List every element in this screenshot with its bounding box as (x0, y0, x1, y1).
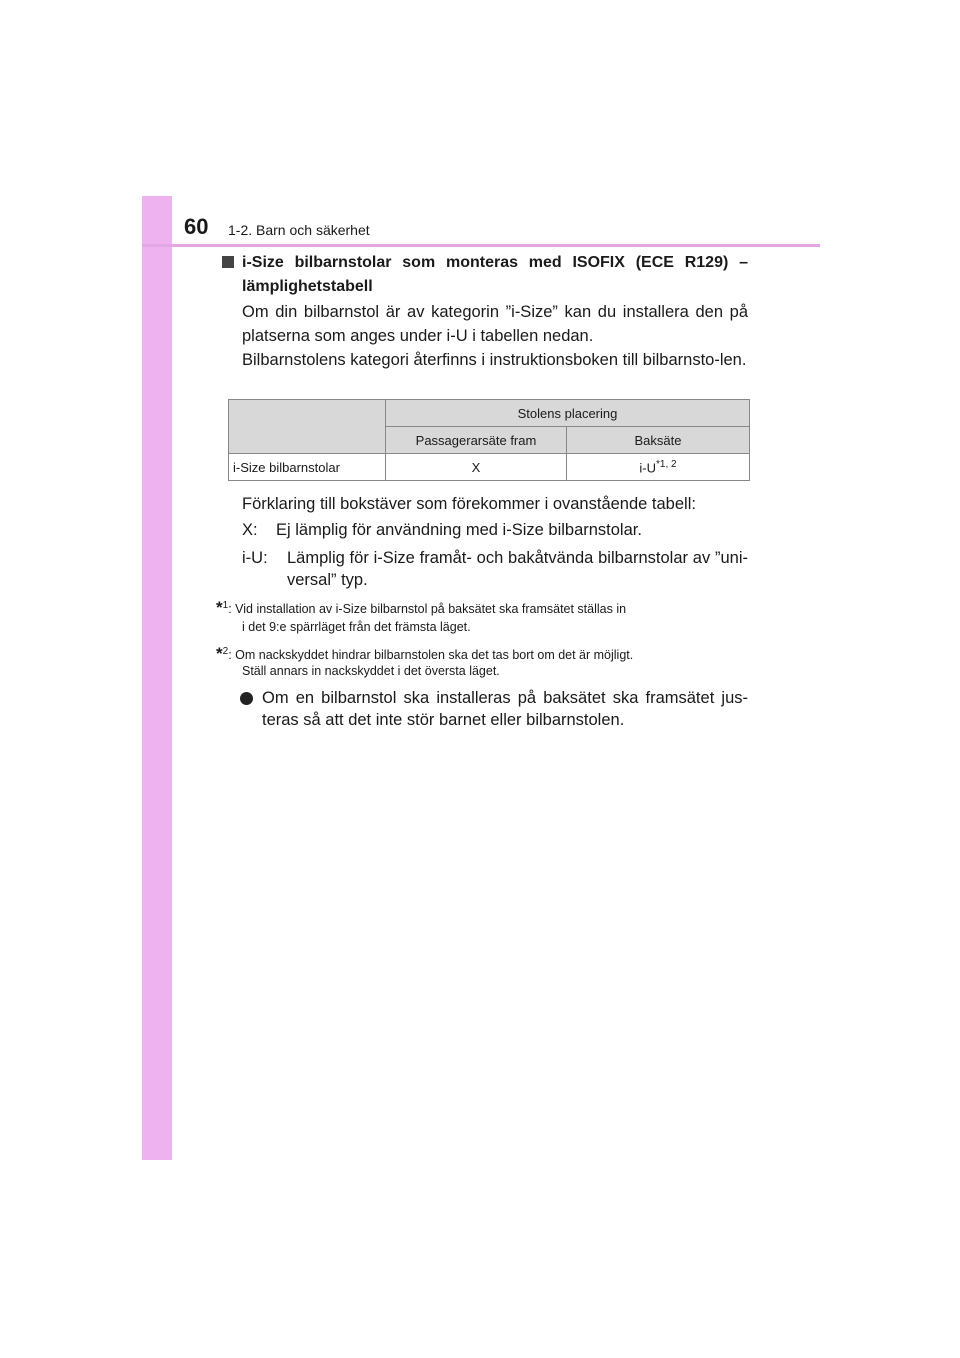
page-number: 60 (184, 214, 209, 239)
legend-key-iu: i-U: (242, 549, 268, 567)
section-heading: i-Size bilbarnstolar som monteras med ISOFIX (ECE R129) – lämplighetstabell (242, 254, 748, 295)
table-cell-rear (567, 454, 750, 481)
section-title: 1-2. Barn och säkerhet (228, 222, 370, 238)
legend-text-x: Ej lämplig för användning med i-Size bilbarnstolar. (276, 521, 642, 539)
table-group-header: Stolens placering (386, 400, 750, 427)
legend-key-x: X: (242, 521, 258, 539)
rear-footnote-ref: *1, 2 (656, 458, 677, 470)
bullet-text: Om en bilbarnstol ska installeras på baksätet ska framsätet jus- (262, 689, 748, 707)
intro-paragraph-2: Bilbarnstolens kategori återfinns i instruktionsboken till bilbarnsto-len. (242, 351, 747, 369)
legend-text-iu: Lämplig för i-Size framåt- och bakåtvända bilbarnstolar av ”uni- (287, 549, 748, 567)
round-bullet-icon (240, 692, 253, 705)
legend-intro: Förklaring till bokstäver som förekommer i ovanstående tabell: (242, 495, 696, 513)
bullet-text-cont: teras så att det inte stör barnet eller bilbarnstolen. (262, 711, 625, 729)
footnote-text: : Vid installation av i-Size bilbarnstol på baksätet ska framsätet ställas in (228, 602, 627, 617)
footnote-1-cont: i det 9:e spärrläget från det främsta läget. (242, 620, 471, 634)
rear-value: i-U (639, 460, 657, 476)
table-corner (229, 400, 386, 454)
intro-paragraph-1: Om din bilbarnstol är av kategorin ”i-Size” kan du installera den på platserna som anges under i-U i tabellen nedan. (242, 303, 748, 345)
footnote-2-cont: Ställ annars in nackskyddet i det översta läget. (242, 664, 500, 678)
footnote-star-icon: * (216, 644, 223, 664)
square-bullet-icon (222, 256, 234, 268)
suitability-table (228, 399, 750, 481)
legend-text-iu-cont: versal” typ. (287, 571, 368, 589)
table-header-front: Passagerarsäte fram (386, 427, 567, 454)
table-row-label: i-Size bilbarnstolar (229, 454, 386, 481)
footnote-number: 2 (222, 646, 229, 657)
footnote-number: 1 (222, 600, 229, 611)
table-row (229, 454, 750, 481)
table-header-rear: Baksäte (567, 427, 750, 454)
footnote-star-icon: * (216, 598, 223, 618)
header-rule (142, 244, 820, 247)
footnote-1 (216, 596, 748, 619)
chapter-color-strip (142, 196, 172, 1160)
footnote-text: : Om nackskyddet hindrar bilbarnstolen ska det tas bort om det är möjligt. (228, 648, 634, 663)
table-cell-front: X (386, 454, 567, 481)
